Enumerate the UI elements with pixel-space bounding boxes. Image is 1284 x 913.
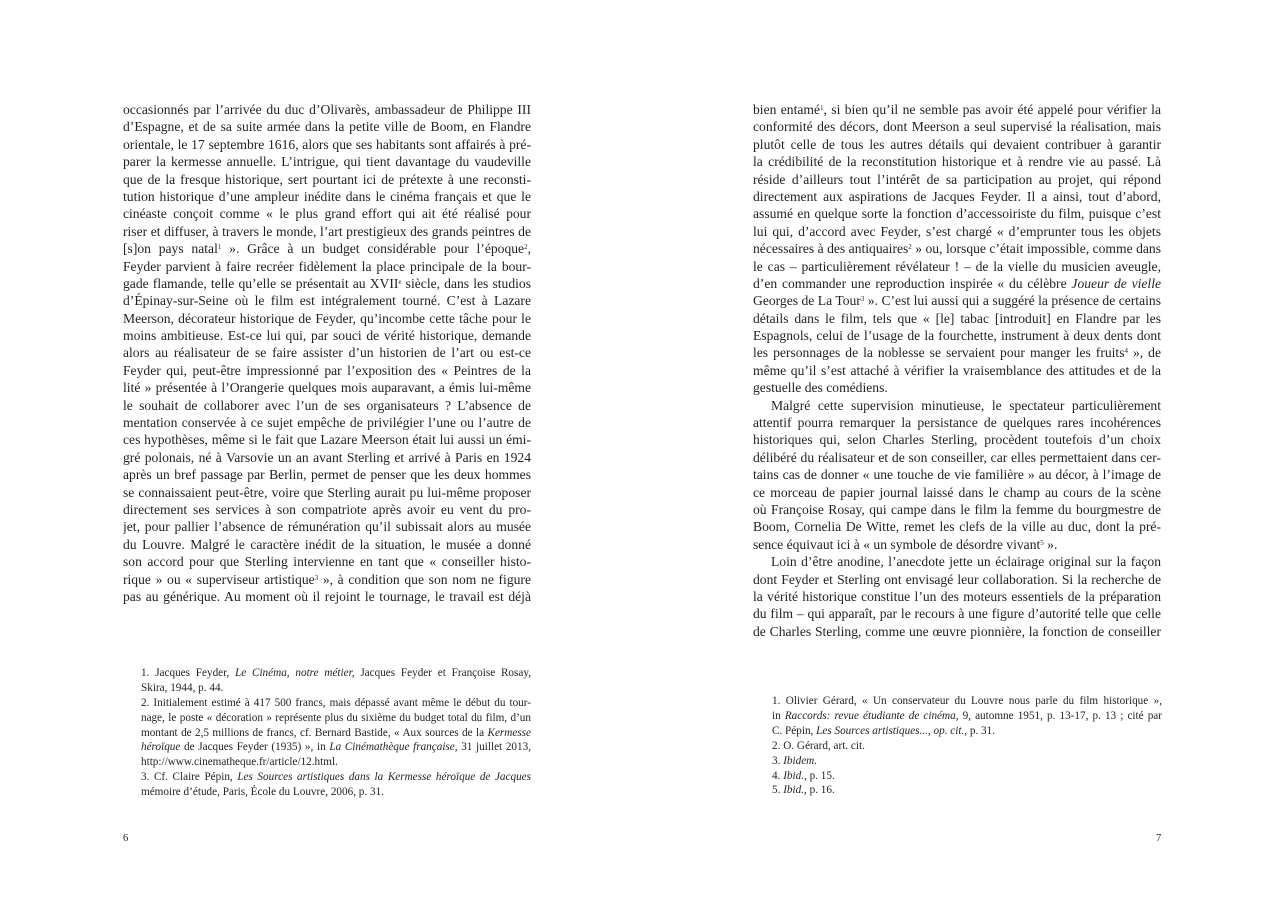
footnote-1-cont: in Raccords: revue étudiante de cinéma, 9, automne 1951, p. 13-17, p. 13 ; cité par: [772, 709, 1162, 722]
right-page: [642, 0, 1284, 913]
text-line: occasionnés par l’arrivée du duc d’Olivarès, ambassadeur de Philippe III: [123, 102, 531, 117]
text-line: riser et diffuser, à travers le monde, l’art prestigieux des grands peintres de: [123, 223, 531, 239]
text-line: d’Épinay-sur-Seine où le film est intégralement tourné. C’est à Lazare: [123, 293, 531, 309]
text-line: détails dans le film, tels que « [le] tabac [introduit] en Flandre par les: [753, 310, 1161, 326]
text-line: son accord pour que Sterling intervienne en tant que « conseiller histo-: [123, 554, 531, 570]
text-line: orientale, le 17 septembre 1616, alors que ses habitants sont affairés à pré-: [123, 136, 531, 152]
footnotes: [772, 694, 1162, 798]
text-line: Boom, Cornelia De Witte, remet les clefs de la ville au duc, dont la pré-: [753, 519, 1161, 535]
text-line: où Françoise Rosay, qui campe dans le film la femme du bourgmestre de: [753, 502, 1161, 517]
text-line: d’en commander une reproduction inspirée « du célèbre Joueur de vielle: [753, 275, 1161, 291]
footnote-3-cont: mémoire d’étude, Paris, École du Louvre, 2006, p. 31.: [141, 786, 384, 799]
footnote-1: 1. Olivier Gérard, « Un conservateur du Louvre nous parle du film historique »,: [772, 695, 1162, 707]
text-line: parer la kermesse annuelle. L’intrigue, qui tient davantage du vaudeville: [123, 154, 531, 170]
footnote-2-link[interactable]: http://www.cinematheque.fr/article/12.html.: [141, 756, 338, 769]
footnote-ref: 5: [1040, 538, 1044, 547]
text-line: lité » présentée à l’Orangerie quelques mois auparavant, a émis lui-même: [123, 380, 531, 396]
text-line: gestuelle des comédiens.: [753, 380, 888, 396]
text-line: le souhait de collaborer avec l’un de ses organisateurs ? L’absence de: [123, 397, 531, 413]
text-line: alors au réalisateur de se faire assister d’un historien de l’art ou est-ce: [123, 345, 531, 361]
footnote-ref: 1: [217, 243, 222, 252]
footnote-ref: 1: [820, 104, 824, 113]
text-line: délibéré du réalisateur et de son conseiller, car elles permettaient dans cer-: [753, 449, 1161, 465]
text-line: historiques qui, selon Charles Sterling, procèdent toutefois d’un choix: [753, 432, 1161, 448]
footnote-2-cont: montant de 2,5 millions de francs, cf. Bernard Bastide, « Aux sources de la Kermesse: [141, 726, 531, 739]
page-number: 6: [123, 833, 129, 844]
text-line: mentation conservée à ce sujet empêche de privilégier l’une ou l’autre de: [123, 415, 531, 431]
text-line: bien entamé$^1$, si bien qu’il ne semble pas avoir été appelé pour vérifier la: [753, 102, 1161, 117]
footnote-1: 1. Jacques Feyder, Le Cinéma, notre métier, Jacques Feyder et Françoise Rosay,: [141, 667, 531, 679]
text-line: Malgré cette supervision minutieuse, le spectateur particulièrement: [771, 397, 1161, 413]
text-line: plutôt celle de tous les autres détails qui devaient contribuer à garantir: [753, 136, 1161, 152]
text-line: après un bref passage par Berlin, permet de penser que les deux hommes: [123, 467, 531, 483]
footnote-ref: 3: [860, 295, 865, 304]
text-line: dont Feyder et Sterling ont envisagé leur collaboration. Si la recherche de: [753, 571, 1161, 587]
text-line: tution historique d’une ampleur inédite dans le cinéma français et que le: [123, 188, 531, 204]
footnote-ref: 2: [524, 243, 528, 252]
text-line: même qu’il s’est attaché à vérifier la vraisemblance des attitudes et de la: [753, 362, 1161, 378]
text-line: rique » ou « superviseur artistique$^3$ », à condition que son nom ne figure: [123, 571, 531, 587]
text-line: Georges de La Tour$^3$ ». C’est lui aussi qui a suggéré la présence de certains: [753, 293, 1161, 309]
text-line: la vérité historique constitue l’un des moteurs essentiels de la préparation: [753, 588, 1161, 604]
footnote-2-cont: nage, le poste « décoration » représente plus du sixième du budget total du film, d’un: [141, 711, 531, 724]
text-line: tains cas de donner « une touche de vie familière » au décor, à l’image de: [753, 467, 1161, 483]
footnote-2: 2. Initialement estimé à 417 500 francs, mais dépassé avant même le début du tour-: [141, 696, 531, 709]
footnote-ref: 3: [314, 573, 319, 582]
text-line: se connaissaient peut-être, voire que Sterling aurait pu lui-même proposer: [123, 484, 531, 500]
text-line: le cas – particulièrement révélateur ! – de la vielle du musicien aveugle,: [753, 258, 1161, 274]
text-line: gade flamande, telle qu’elle se présentait au XVIIe siècle, dans les studios: [123, 275, 531, 291]
text-line: cinéaste conçoit comme « le plus grand effort qui ait été réalisé pour: [123, 206, 531, 222]
text-line: Loin d’être anodine, l’anecdote jette un éclairage original sur la façon: [771, 554, 1161, 570]
text-line: que de la fresque historique, sert pourtant ici de prétexte à une reconsti-: [123, 171, 531, 187]
page-number: 7: [1156, 833, 1162, 844]
text-line: du film – qui apparaît, par le recours à une figure d’autorité telle que celle: [753, 606, 1161, 622]
text-line: du Louvre. Malgré le caractère inédit de la situation, le musée a donné: [123, 536, 531, 552]
text-line: directement ses services à son compatriote après avoir eu vent du pro-: [123, 501, 531, 517]
text-line: ces hypothèses, même si le fait que Lazare Meerson était lui aussi un émi-: [123, 432, 531, 448]
text-line: jet, pour pallier l’absence de rémunération qu’il subissait alors au musée: [123, 519, 531, 535]
text-line: Meerson, décorateur historique de Feyder, qu’incombe cette tâche pour le: [123, 310, 531, 326]
text-line: [s]on pays natal$^1$ ». Grâce à un budget considérable pour l’époque$^2$,: [123, 241, 531, 257]
text-line: la crédibilité de la reconstitution historique et à rendre vie au passé. Là: [753, 154, 1161, 170]
text-line: Espagnols, celui de l’usage de la fourchette, instrument à deux dents dont: [753, 328, 1161, 344]
text-line: gré polonais, né à Varsovie un an avant Sterling et arrivé à Paris en 1924: [123, 449, 531, 465]
text-line: attentif pourra remarquer la persistance de quelques rares incohérences: [753, 415, 1161, 431]
footnote-2-cont: héroïque de Jacques Feyder (1935) », in La Cinémathèque française, 31 juillet 2013,: [141, 741, 531, 754]
footnote-1-cont: Skira, 1944, p. 44.: [141, 681, 224, 694]
text-line: lui qui, d’accord avec Feyder, s’est chargé « d’emprunter tous les objets: [753, 223, 1161, 239]
footnote-1-cont: C. Pépin, Les Sources artistiques..., op. cit., p. 31.: [772, 724, 996, 737]
text-line: conformité des décors, dont Meerson a seul supervisé la réalisation, mais: [753, 119, 1161, 135]
footnote-4: 4. Ibid., p. 15.: [772, 769, 835, 782]
footnote-3: 3. Ibidem.: [772, 754, 818, 767]
text-line: moins ambitieuse. Est-ce lui qui, par souci de vérité historique, demande: [123, 328, 531, 344]
text-line: Feyder qui, peut-être impressionné par l’exposition des « Peintres de la: [123, 362, 531, 378]
century-superscript: e: [398, 278, 402, 287]
text-line: de Charles Sterling, comme une œuvre pionnière, la fonction de conseiller: [753, 623, 1161, 639]
footnotes: [141, 666, 531, 800]
text-line: directement aux aspirations de Jacques Feyder. Il a ainsi, tout d’abord,: [753, 188, 1161, 204]
text-line: sence équivaut ici à « un symbole de désordre vivant$^5$ ».: [753, 536, 1058, 552]
text-line: Feyder parvient à faire recréer fidèlement la place principale de la bour-: [123, 258, 531, 274]
footnote-2: 2. O. Gérard, art. cit.: [772, 739, 865, 752]
text-line: assumé en quelque sorte la fonction d’accessoiriste du film, puisque c’est: [753, 206, 1161, 222]
body-text: [753, 101, 1161, 640]
text-line: d’Espagne, et de sa suite armée dans la petite ville de Boom, en Flandre: [123, 119, 531, 135]
footnote-ref: 2: [908, 243, 912, 252]
body-text: [123, 101, 531, 605]
text-line: les personnages de la noblesse se servaient pour manger les fruits$^4$ », de: [753, 345, 1161, 361]
text-line: réside d’ailleurs tout l’intérêt de sa participation au projet, qui répond: [753, 171, 1161, 187]
text-line: pas au générique. Au moment où il rejoint le tournage, le travail est déjà: [123, 588, 531, 604]
text-line: ce morceau de papier journal laissé dans le champ au cours de la scène: [753, 484, 1161, 500]
footnote-3: 3. Cf. Claire Pépin, Les Sources artistiques dans la Kermesse héroïque de Jacques: [141, 771, 531, 784]
footnote-5: 5. Ibid., p. 16.: [772, 784, 835, 797]
text-line: nécessaires à des antiquaires$^2$ » ou, lorsque c’était impossible, comme dans: [753, 241, 1161, 257]
footnote-ref: 4: [1124, 347, 1128, 356]
